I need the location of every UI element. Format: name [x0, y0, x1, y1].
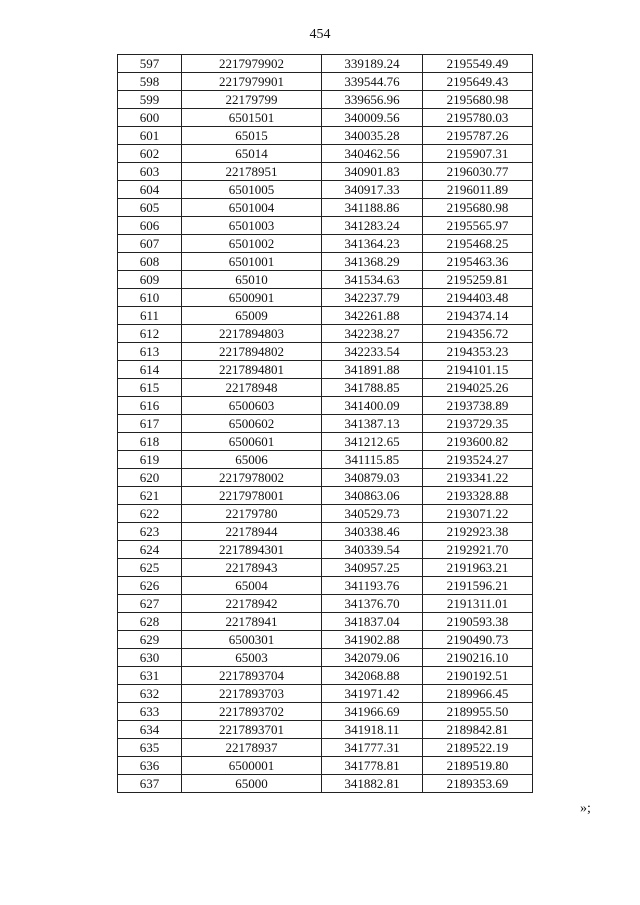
table-row: [118, 433, 533, 451]
row-number-cell: 629: [118, 631, 182, 649]
x-coordinate-cell: 341376.70: [322, 595, 423, 613]
row-number-cell: 634: [118, 721, 182, 739]
y-coordinate-cell: 2195463.36: [423, 253, 533, 271]
row-number-cell: 615: [118, 379, 182, 397]
point-code-cell: 6500603: [182, 397, 322, 415]
row-number-cell: 622: [118, 505, 182, 523]
y-coordinate-cell: 2193600.82: [423, 433, 533, 451]
y-coordinate-cell: 2193071.22: [423, 505, 533, 523]
x-coordinate-cell: 339544.76: [322, 73, 423, 91]
row-number-cell: 631: [118, 667, 182, 685]
row-number-cell: 601: [118, 127, 182, 145]
x-coordinate-cell: 342068.88: [322, 667, 423, 685]
table-row: [118, 721, 533, 739]
y-coordinate-cell: 2195780.03: [423, 109, 533, 127]
y-coordinate-cell: 2189842.81: [423, 721, 533, 739]
y-coordinate-cell: 2195680.98: [423, 199, 533, 217]
table-row: [118, 235, 533, 253]
table-row: [118, 595, 533, 613]
y-coordinate-cell: 2194025.26: [423, 379, 533, 397]
y-coordinate-cell: 2195907.31: [423, 145, 533, 163]
point-code-cell: 2217979901: [182, 73, 322, 91]
point-code-cell: 6501003: [182, 217, 322, 235]
table-row: [118, 145, 533, 163]
x-coordinate-cell: 341534.63: [322, 271, 423, 289]
coordinates-table: [117, 54, 533, 793]
y-coordinate-cell: 2194356.72: [423, 325, 533, 343]
point-code-cell: 65015: [182, 127, 322, 145]
point-code-cell: 2217894803: [182, 325, 322, 343]
point-code-cell: 2217978002: [182, 469, 322, 487]
table-row: [118, 181, 533, 199]
point-code-cell: 22178951: [182, 163, 322, 181]
table-row: [118, 217, 533, 235]
x-coordinate-cell: 342261.88: [322, 307, 423, 325]
y-coordinate-cell: 2193524.27: [423, 451, 533, 469]
row-number-cell: 637: [118, 775, 182, 793]
x-coordinate-cell: 342238.27: [322, 325, 423, 343]
point-code-cell: 2217893704: [182, 667, 322, 685]
x-coordinate-cell: 340879.03: [322, 469, 423, 487]
x-coordinate-cell: 341387.13: [322, 415, 423, 433]
x-coordinate-cell: 341918.11: [322, 721, 423, 739]
point-code-cell: 2217894801: [182, 361, 322, 379]
point-code-cell: 6500901: [182, 289, 322, 307]
y-coordinate-cell: 2189955.50: [423, 703, 533, 721]
table-row: [118, 559, 533, 577]
x-coordinate-cell: 341364.23: [322, 235, 423, 253]
row-number-cell: 617: [118, 415, 182, 433]
y-coordinate-cell: 2190216.10: [423, 649, 533, 667]
row-number-cell: 603: [118, 163, 182, 181]
y-coordinate-cell: 2194403.48: [423, 289, 533, 307]
point-code-cell: 65000: [182, 775, 322, 793]
x-coordinate-cell: 340901.83: [322, 163, 423, 181]
y-coordinate-cell: 2189519.80: [423, 757, 533, 775]
point-code-cell: 2217893702: [182, 703, 322, 721]
point-code-cell: 22179780: [182, 505, 322, 523]
y-coordinate-cell: 2193341.22: [423, 469, 533, 487]
table-row: [118, 397, 533, 415]
point-code-cell: 22178941: [182, 613, 322, 631]
y-coordinate-cell: 2195787.26: [423, 127, 533, 145]
y-coordinate-cell: 2196030.77: [423, 163, 533, 181]
x-coordinate-cell: 341400.09: [322, 397, 423, 415]
table-row: [118, 487, 533, 505]
y-coordinate-cell: 2194374.14: [423, 307, 533, 325]
row-number-cell: 636: [118, 757, 182, 775]
row-number-cell: 613: [118, 343, 182, 361]
row-number-cell: 599: [118, 91, 182, 109]
x-coordinate-cell: 340529.73: [322, 505, 423, 523]
closing-quote-mark: »;: [580, 801, 591, 816]
row-number-cell: 620: [118, 469, 182, 487]
table-row: [118, 379, 533, 397]
point-code-cell: 22178937: [182, 739, 322, 757]
point-code-cell: 22178944: [182, 523, 322, 541]
table-row: [118, 541, 533, 559]
x-coordinate-cell: 341788.85: [322, 379, 423, 397]
y-coordinate-cell: 2193328.88: [423, 487, 533, 505]
y-coordinate-cell: 2191311.01: [423, 595, 533, 613]
table-row: [118, 271, 533, 289]
coordinates-table-body: [118, 55, 533, 793]
y-coordinate-cell: 2195259.81: [423, 271, 533, 289]
table-row: [118, 55, 533, 73]
y-coordinate-cell: 2195549.49: [423, 55, 533, 73]
row-number-cell: 630: [118, 649, 182, 667]
point-code-cell: 22178943: [182, 559, 322, 577]
table-row: [118, 451, 533, 469]
row-number-cell: 624: [118, 541, 182, 559]
point-code-cell: 2217978001: [182, 487, 322, 505]
table-row: [118, 127, 533, 145]
point-code-cell: 22178948: [182, 379, 322, 397]
y-coordinate-cell: 2195565.97: [423, 217, 533, 235]
table-row: [118, 199, 533, 217]
point-code-cell: 65006: [182, 451, 322, 469]
table-row: [118, 289, 533, 307]
table-row: [118, 361, 533, 379]
row-number-cell: 610: [118, 289, 182, 307]
point-code-cell: 6501004: [182, 199, 322, 217]
x-coordinate-cell: 340339.54: [322, 541, 423, 559]
point-code-cell: 65014: [182, 145, 322, 163]
table-row: [118, 91, 533, 109]
row-number-cell: 597: [118, 55, 182, 73]
y-coordinate-cell: 2189966.45: [423, 685, 533, 703]
table-row: [118, 775, 533, 793]
page-number: 454: [309, 27, 331, 42]
point-code-cell: 6500301: [182, 631, 322, 649]
y-coordinate-cell: 2189353.69: [423, 775, 533, 793]
x-coordinate-cell: 342237.79: [322, 289, 423, 307]
x-coordinate-cell: 341891.88: [322, 361, 423, 379]
y-coordinate-cell: 2195468.25: [423, 235, 533, 253]
y-coordinate-cell: 2190192.51: [423, 667, 533, 685]
row-number-cell: 608: [118, 253, 182, 271]
row-number-cell: 609: [118, 271, 182, 289]
point-code-cell: 6501005: [182, 181, 322, 199]
x-coordinate-cell: 341902.88: [322, 631, 423, 649]
row-number-cell: 598: [118, 73, 182, 91]
y-coordinate-cell: 2192923.38: [423, 523, 533, 541]
table-row: [118, 307, 533, 325]
row-number-cell: 623: [118, 523, 182, 541]
point-code-cell: 6501001: [182, 253, 322, 271]
row-number-cell: 612: [118, 325, 182, 343]
row-number-cell: 600: [118, 109, 182, 127]
row-number-cell: 618: [118, 433, 182, 451]
x-coordinate-cell: 340009.56: [322, 109, 423, 127]
x-coordinate-cell: 340957.25: [322, 559, 423, 577]
row-number-cell: 619: [118, 451, 182, 469]
table-row: [118, 469, 533, 487]
point-code-cell: 22179799: [182, 91, 322, 109]
table-row: [118, 523, 533, 541]
row-number-cell: 614: [118, 361, 182, 379]
x-coordinate-cell: 341368.29: [322, 253, 423, 271]
x-coordinate-cell: 339189.24: [322, 55, 423, 73]
x-coordinate-cell: 340035.28: [322, 127, 423, 145]
table-row: [118, 163, 533, 181]
row-number-cell: 602: [118, 145, 182, 163]
x-coordinate-cell: 341193.76: [322, 577, 423, 595]
table-row: [118, 109, 533, 127]
row-number-cell: 611: [118, 307, 182, 325]
y-coordinate-cell: 2193738.89: [423, 397, 533, 415]
row-number-cell: 626: [118, 577, 182, 595]
row-number-cell: 635: [118, 739, 182, 757]
point-code-cell: 65009: [182, 307, 322, 325]
y-coordinate-cell: 2195680.98: [423, 91, 533, 109]
x-coordinate-cell: 341966.69: [322, 703, 423, 721]
row-number-cell: 628: [118, 613, 182, 631]
point-code-cell: 2217893701: [182, 721, 322, 739]
point-code-cell: 22178942: [182, 595, 322, 613]
table-row: [118, 703, 533, 721]
y-coordinate-cell: 2190593.38: [423, 613, 533, 631]
point-code-cell: 6501501: [182, 109, 322, 127]
point-code-cell: 2217893703: [182, 685, 322, 703]
row-number-cell: 627: [118, 595, 182, 613]
table-row: [118, 343, 533, 361]
row-number-cell: 607: [118, 235, 182, 253]
x-coordinate-cell: 341777.31: [322, 739, 423, 757]
table-row: [118, 739, 533, 757]
point-code-cell: 2217894802: [182, 343, 322, 361]
table-row: [118, 649, 533, 667]
table-row: [118, 685, 533, 703]
x-coordinate-cell: 342079.06: [322, 649, 423, 667]
point-code-cell: 65003: [182, 649, 322, 667]
row-number-cell: 625: [118, 559, 182, 577]
y-coordinate-cell: 2190490.73: [423, 631, 533, 649]
point-code-cell: 6501002: [182, 235, 322, 253]
point-code-cell: 2217894301: [182, 541, 322, 559]
y-coordinate-cell: 2193729.35: [423, 415, 533, 433]
row-number-cell: 633: [118, 703, 182, 721]
table-row: [118, 415, 533, 433]
table-row: [118, 577, 533, 595]
row-number-cell: 632: [118, 685, 182, 703]
x-coordinate-cell: 341115.85: [322, 451, 423, 469]
x-coordinate-cell: 341212.65: [322, 433, 423, 451]
y-coordinate-cell: 2191963.21: [423, 559, 533, 577]
y-coordinate-cell: 2194353.23: [423, 343, 533, 361]
x-coordinate-cell: 341837.04: [322, 613, 423, 631]
x-coordinate-cell: 342233.54: [322, 343, 423, 361]
table-row: [118, 667, 533, 685]
row-number-cell: 606: [118, 217, 182, 235]
table-row: [118, 253, 533, 271]
point-code-cell: 65004: [182, 577, 322, 595]
x-coordinate-cell: 341882.81: [322, 775, 423, 793]
x-coordinate-cell: 340338.46: [322, 523, 423, 541]
x-coordinate-cell: 340863.06: [322, 487, 423, 505]
x-coordinate-cell: 341971.42: [322, 685, 423, 703]
table-row: [118, 325, 533, 343]
y-coordinate-cell: 2195649.43: [423, 73, 533, 91]
table-row: [118, 631, 533, 649]
point-code-cell: 65010: [182, 271, 322, 289]
table-row: [118, 757, 533, 775]
table-row: [118, 73, 533, 91]
y-coordinate-cell: 2196011.89: [423, 181, 533, 199]
table-row: [118, 613, 533, 631]
row-number-cell: 621: [118, 487, 182, 505]
y-coordinate-cell: 2191596.21: [423, 577, 533, 595]
y-coordinate-cell: 2192921.70: [423, 541, 533, 559]
x-coordinate-cell: 340462.56: [322, 145, 423, 163]
x-coordinate-cell: 340917.33: [322, 181, 423, 199]
x-coordinate-cell: 341283.24: [322, 217, 423, 235]
table-row: [118, 505, 533, 523]
y-coordinate-cell: 2194101.15: [423, 361, 533, 379]
x-coordinate-cell: 341188.86: [322, 199, 423, 217]
x-coordinate-cell: 339656.96: [322, 91, 423, 109]
point-code-cell: 6500001: [182, 757, 322, 775]
row-number-cell: 604: [118, 181, 182, 199]
point-code-cell: 6500601: [182, 433, 322, 451]
point-code-cell: 6500602: [182, 415, 322, 433]
x-coordinate-cell: 341778.81: [322, 757, 423, 775]
y-coordinate-cell: 2189522.19: [423, 739, 533, 757]
row-number-cell: 605: [118, 199, 182, 217]
row-number-cell: 616: [118, 397, 182, 415]
point-code-cell: 2217979902: [182, 55, 322, 73]
